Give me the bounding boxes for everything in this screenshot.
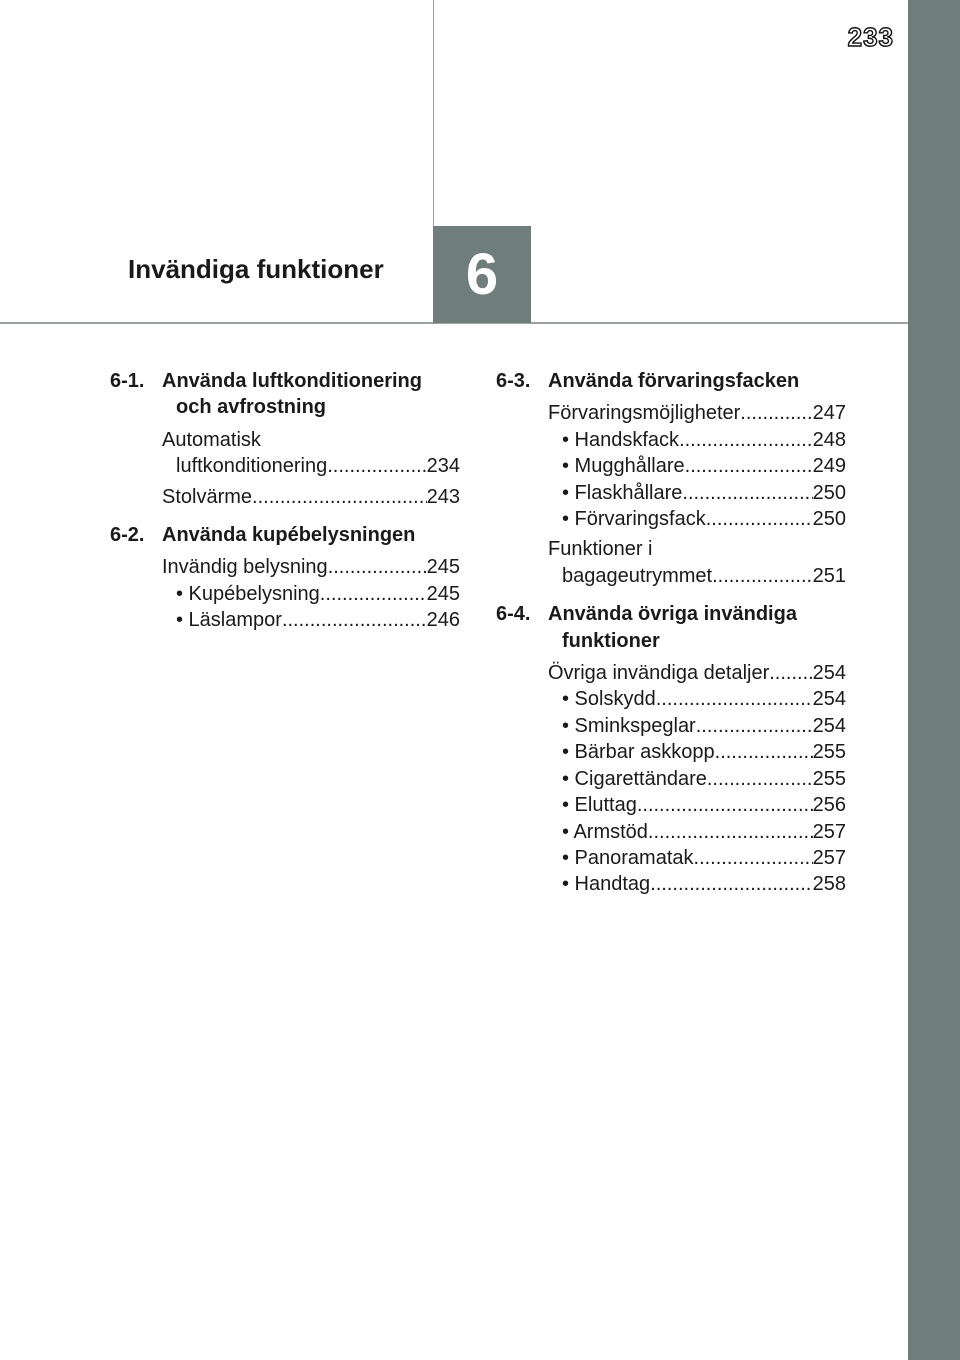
- entry-page: 254: [812, 714, 846, 737]
- chapter-number-box: [433, 226, 531, 323]
- entry-page: 245: [426, 582, 460, 605]
- section-heading[interactable]: [110, 522, 460, 548]
- dot-leader: [712, 563, 813, 589]
- entry-page: 257: [812, 820, 846, 843]
- toc-entry[interactable]: [548, 400, 846, 426]
- section-number: 6-4.: [496, 603, 531, 626]
- entry-title-line: Funktioner i: [548, 538, 653, 561]
- entry-page: 258: [812, 873, 846, 896]
- toc-section: [496, 601, 846, 897]
- section-number: 6-3.: [496, 370, 531, 392]
- toc-subentry[interactable]: [548, 506, 846, 532]
- dot-leader: [682, 480, 812, 506]
- chapter-title: Invändiga funktioner: [128, 254, 384, 284]
- dot-leader: [685, 453, 813, 479]
- entry-title: • Armstöd: [562, 820, 648, 843]
- entry-title: Förvaringsmöjligheter: [548, 402, 741, 425]
- toc-entry[interactable]: [548, 660, 846, 686]
- dot-leader: [648, 819, 813, 845]
- dot-leader: [707, 766, 813, 792]
- dot-leader: [328, 554, 427, 580]
- toc-subentry[interactable]: [162, 607, 460, 633]
- dot-leader: [696, 713, 813, 739]
- dot-leader: [252, 484, 427, 510]
- toc-subentry[interactable]: [548, 766, 846, 792]
- toc-subentry[interactable]: [548, 453, 846, 479]
- dot-leader: [740, 400, 812, 426]
- dot-leader: [637, 792, 813, 818]
- dot-leader: [769, 660, 812, 686]
- toc-subentry[interactable]: [548, 427, 846, 453]
- dot-leader: [679, 427, 813, 453]
- toc-subentry[interactable]: [548, 871, 846, 897]
- section-title-line: funktioner: [562, 629, 660, 652]
- entry-title: • Mugghållare: [562, 455, 685, 478]
- entry-title: • Cigarettändare: [562, 767, 707, 790]
- entry-page: 243: [426, 485, 460, 508]
- toc-section: [496, 368, 846, 589]
- entry-page: 234: [426, 455, 460, 478]
- entry-title: • Panoramatak: [562, 846, 694, 869]
- entry-page: 255: [812, 767, 846, 790]
- dot-leader: [327, 453, 426, 479]
- entry-page: 254: [812, 688, 846, 711]
- entry-page: 251: [812, 564, 846, 587]
- entry-title: Stolvärme: [162, 485, 253, 508]
- section-number: 6-2.: [110, 524, 145, 547]
- toc-column-right: [496, 368, 846, 910]
- toc-entry[interactable]: [162, 554, 460, 580]
- section-title-line: Använda förvaringsfacken: [548, 370, 800, 392]
- entry-page: 247: [812, 402, 846, 425]
- entry-page: 256: [812, 794, 846, 817]
- entry-title: • Solskydd: [562, 688, 656, 711]
- entry-title: • Läslampor: [176, 609, 282, 632]
- entry-title: Övriga invändiga detaljer: [548, 662, 770, 685]
- toc-section: [110, 368, 460, 510]
- dot-leader: [650, 871, 812, 897]
- entry-page: 246: [426, 609, 460, 632]
- entry-title: • Handskfack: [562, 428, 680, 451]
- entry-page: 245: [426, 556, 460, 579]
- section-number: 6-1.: [110, 370, 145, 392]
- section-heading[interactable]: [496, 601, 846, 654]
- entry-title: • Bärbar askkopp: [562, 741, 715, 764]
- section-heading[interactable]: [110, 368, 460, 421]
- section-title-line: Använda kupébelysningen: [162, 524, 416, 547]
- dot-leader: [694, 845, 813, 871]
- dot-leader: [320, 581, 427, 607]
- entry-page: 255: [812, 741, 846, 764]
- toc-entry[interactable]: [548, 536, 846, 589]
- entry-page: 254: [812, 662, 846, 685]
- dot-leader: [656, 686, 813, 712]
- page-number: 233: [847, 22, 894, 52]
- toc-entry[interactable]: [162, 427, 460, 480]
- toc-subentry[interactable]: [548, 686, 846, 712]
- toc-entry[interactable]: [162, 484, 460, 510]
- side-bar: [908, 0, 960, 1360]
- section-title-line: Använda luftkonditionering: [162, 370, 422, 392]
- section-title-line: Använda övriga invändiga: [548, 603, 797, 626]
- entry-title: • Flaskhållare: [562, 481, 683, 504]
- toc-subentry[interactable]: [548, 792, 846, 818]
- toc-subentry[interactable]: [548, 819, 846, 845]
- toc-subentry[interactable]: [548, 480, 846, 506]
- entry-title: • Eluttag: [562, 794, 637, 817]
- entry-page: 249: [812, 455, 846, 478]
- entry-title: • Förvaringsfack: [562, 508, 706, 531]
- entry-page: 250: [812, 508, 846, 531]
- vertical-rule: [433, 0, 434, 226]
- entry-title-line: Automatisk: [162, 428, 261, 451]
- toc-column-left: [110, 368, 460, 646]
- toc-section: [110, 522, 460, 634]
- toc-subentry[interactable]: [162, 581, 460, 607]
- dot-leader: [282, 607, 427, 633]
- toc-subentry[interactable]: [548, 739, 846, 765]
- dot-leader: [706, 506, 813, 532]
- entry-page: 257: [812, 846, 846, 869]
- entry-page: 248: [812, 428, 846, 451]
- entry-page: 250: [812, 481, 846, 504]
- section-title-line: och avfrostning: [176, 396, 327, 419]
- entry-title: • Sminkspeglar: [562, 714, 696, 737]
- entry-title: • Kupébelysning: [176, 582, 320, 605]
- chapter-number: 6: [465, 242, 499, 307]
- toc-subentry[interactable]: [548, 713, 846, 739]
- entry-title: Invändig belysning: [162, 556, 328, 579]
- entry-title: luftkonditionering: [176, 455, 328, 478]
- dot-leader: [715, 739, 813, 765]
- entry-title: • Handtag: [562, 873, 651, 896]
- toc-subentry[interactable]: [548, 845, 846, 871]
- entry-title: bagageutrymmet: [562, 564, 713, 587]
- section-heading[interactable]: [496, 368, 846, 394]
